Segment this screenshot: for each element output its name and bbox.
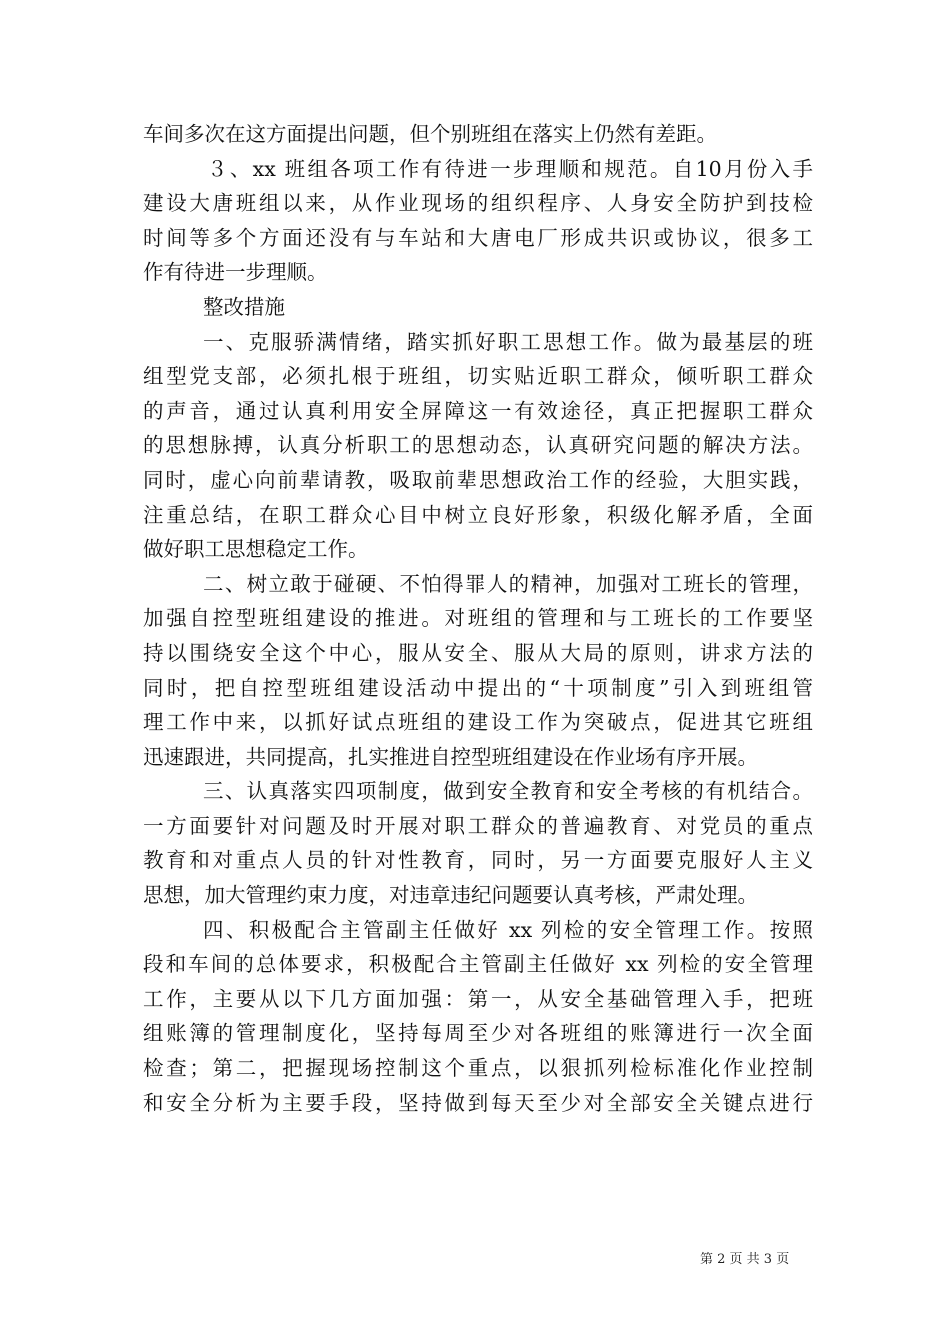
- page-number-footer: 第 2 页 共 3 页: [700, 1252, 790, 1267]
- text-line: 加强自控型班组建设的推进。对班组的管理和与工班长的工作要坚: [143, 606, 813, 631]
- text-line: 整改措施: [203, 294, 285, 319]
- text-line: 一、克服骄满情绪，踏实抓好职工思想工作。做为最基层的班: [203, 329, 813, 354]
- text-line: 建设大唐班组以来，从作业现场的组织程序、人身安全防护到技检: [143, 191, 813, 216]
- text-line: 作有待进一步理顺。: [143, 260, 328, 285]
- text-line: 工作，主要从以下几方面加强：第一，从安全基础管理入手，把班: [143, 986, 813, 1011]
- text-line: 教育和对重点人员的针对性教育，同时，另一方面要克服好人主义: [143, 848, 813, 873]
- text-line: 段和车间的总体要求，积极配合主管副主任做好 xx 列检的安全管理: [143, 952, 813, 977]
- text-line: 四、积极配合主管副主任做好 xx 列检的安全管理工作。按照: [203, 917, 813, 942]
- text-line: 车间多次在这方面提出问题，但个别班组在落实上仍然有差距。: [143, 122, 717, 146]
- text-line: 三、认真落实四项制度，做到安全教育和安全考核的有机结合。: [203, 779, 813, 804]
- text-line: 做好职工思想稳定工作。: [143, 537, 369, 562]
- text-line: 迅速跟进，共同提高，扎实推进自控型班组建设在作业场有序开展。: [143, 744, 758, 769]
- text-line: 同时，虚心向前辈请教，吸取前辈思想政治工作的经验，大胆实践，: [143, 467, 813, 492]
- text-line: 的声音，通过认真利用安全屏障这一有效途径，真正把握职工群众: [143, 398, 813, 423]
- text-line: 同时，把自控型班组建设活动中提出的“十项制度”引入到班组管: [143, 675, 813, 700]
- text-line: 组账簿的管理制度化，坚持每周至少对各班组的账簿进行一次全面: [143, 1021, 813, 1046]
- text-line: 持以围绕安全这个中心，服从安全、服从大局的原则，讲求方法的: [143, 640, 813, 665]
- text-line: 时间等多个方面还没有与车站和大唐电厂形成共识或协议，很多工: [143, 225, 813, 250]
- text-line: 和安全分析为主要手段，坚持做到每天至少对全部安全关键点进行: [143, 1090, 813, 1115]
- text-line: 检查；第二，把握现场控制这个重点，以狠抓列检标准化作业控制: [143, 1056, 813, 1081]
- text-line: 的思想脉搏，认真分析职工的思想动态，认真研究问题的解决方法。: [143, 433, 813, 458]
- text-line: 一方面要针对问题及时开展对职工群众的普遍教育、对党员的重点: [143, 813, 813, 838]
- text-line: 思想，加大管理约束力度，对违章违纪问题要认真考核，严肃处理。: [143, 883, 758, 908]
- text-line: 二、树立敢于碰硬、不怕得罪人的精神，加强对工班长的管理，: [203, 571, 813, 596]
- text-line: 理工作中来，以抓好试点班组的建设工作为突破点，促进其它班组: [143, 710, 813, 735]
- text-line: 注重总结，在职工群众心目中树立良好形象，积级化解矛盾，全面: [143, 502, 813, 527]
- text-line: 组型党支部，必须扎根于班组，切实贴近职工群众，倾听职工群众: [143, 364, 813, 389]
- body-text: [143, 117, 813, 1120]
- text-line: ３、xx 班组各项工作有待进一步理顺和规范。自10月份入手: [207, 156, 813, 181]
